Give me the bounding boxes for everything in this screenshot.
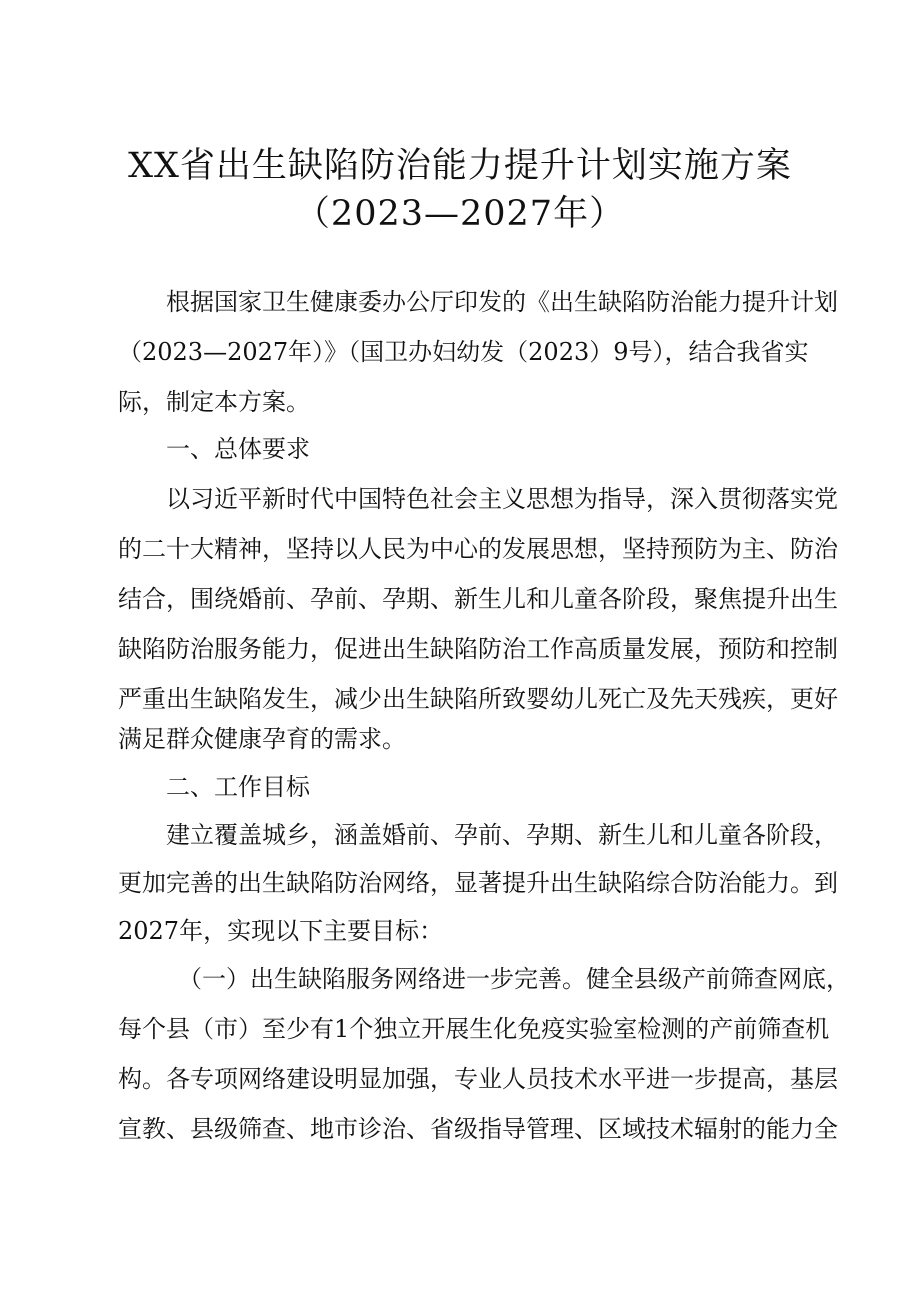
paragraph-line: 构。各专项网络建设明显加强，专业人员技术水平进一步提高，基层 [118, 1065, 838, 1093]
paragraph-line: 缺陷防治服务能力，促进出生缺陷防治工作高质量发展，预防和控制 [118, 635, 838, 663]
paragraph-line: 每个县（市）至少有1个独立开展生化免疫实验室检测的产前筛查机 [118, 1015, 830, 1043]
paragraph-line: 宣教、县级筛查、地市诊治、省级指导管理、区域技术辐射的能力全 [118, 1115, 838, 1143]
intro-line: （2023—2027年）》（国卫办妇幼发（2023）9号），结合我省实 [118, 338, 809, 366]
section-heading-general-requirements: 一、总体要求 [166, 435, 310, 463]
paragraph-line: 以习近平新时代中国特色社会主义思想为指导，深入贯彻落实党 [166, 485, 838, 513]
intro-line: 际，制定本方案。 [118, 388, 310, 416]
intro-line: 根据国家卫生健康委办公厅印发的《出生缺陷防治能力提升计划 [166, 288, 838, 316]
document-title-years: （2023—2027年） [294, 194, 626, 234]
paragraph-line: 2027年，实现以下主要目标： [118, 917, 444, 945]
document-title: XX省出生缺陷防治能力提升计划实施方案 [128, 146, 792, 186]
paragraph-line: （一）出生缺陷服务网络进一步完善。健全县级产前筛查网底， [178, 965, 850, 993]
paragraph-line: 建立覆盖城乡，涵盖婚前、孕前、孕期、新生儿和儿童各阶段， [166, 821, 838, 849]
paragraph-line: 严重出生缺陷发生，减少出生缺陷所致婴幼儿死亡及先天残疾，更好 [118, 685, 838, 713]
paragraph-line: 结合，围绕婚前、孕前、孕期、新生儿和儿童各阶段，聚焦提升出生 [118, 585, 838, 613]
paragraph-line: 满足群众健康孕育的需求。 [118, 725, 406, 753]
paragraph-line: 的二十大精神，坚持以人民为中心的发展思想，坚持预防为主、防治 [118, 535, 838, 563]
section-heading-work-goals: 二、工作目标 [166, 773, 310, 801]
paragraph-line: 更加完善的出生缺陷防治网络，显著提升出生缺陷综合防治能力。到 [118, 869, 838, 897]
